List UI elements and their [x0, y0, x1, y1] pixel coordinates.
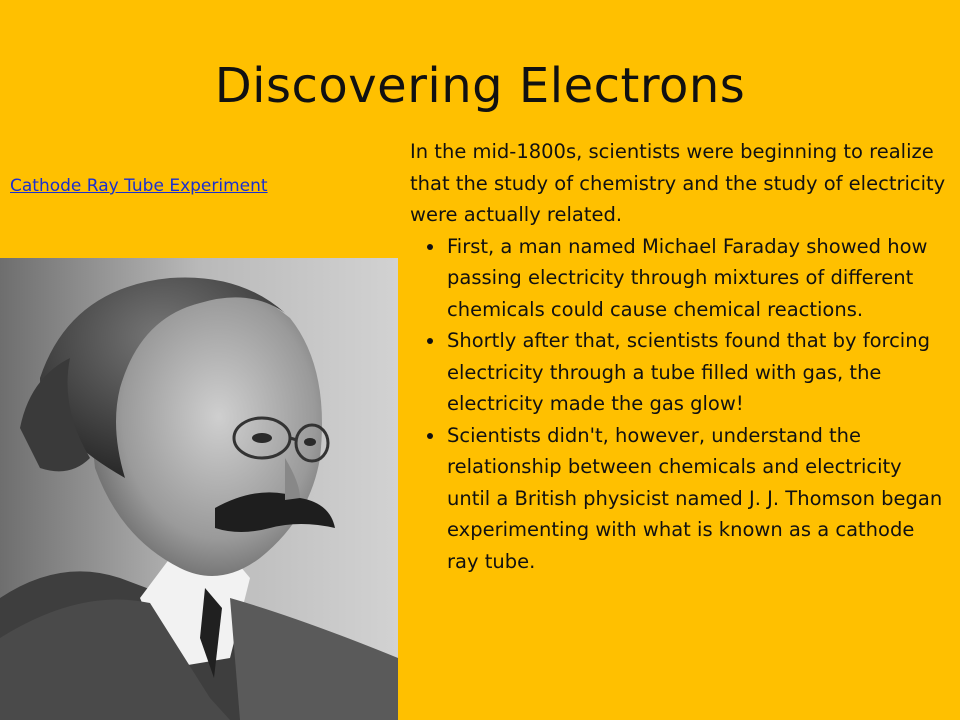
list-item	[410, 231, 946, 326]
bullet-text: Scientists didn't, however, understand the relationship between chemicals and electricity until a British physicist named J. J. Thomson began experimenting with what is known as a cathode ray tube.	[447, 423, 943, 573]
list-item	[410, 325, 946, 420]
cathode-ray-tube-link[interactable]: Cathode Ray Tube Experiment	[10, 176, 268, 196]
bullet-text: First, a man named Michael Faraday showed how passing electricity through mixtures of different chemicals could cause chemical reactions.	[447, 234, 928, 321]
bullet-text: Shortly after that, scientists found that by forcing electricity through a tube filled with gas, the electricity made the gas glow!	[447, 329, 930, 415]
bullet-icon	[427, 433, 433, 439]
body-text	[410, 136, 946, 577]
bullet-icon	[427, 338, 433, 344]
bullet-list	[410, 231, 946, 578]
portrait-photo	[0, 258, 398, 720]
bullet-icon	[427, 244, 433, 250]
slide-title: Discovering Electrons	[214, 58, 746, 114]
list-item	[410, 420, 946, 578]
intro-paragraph: In the mid-1800s, scientists were beginning to realize that the study of chemistry and the study of electricity were actually related.	[410, 140, 946, 226]
